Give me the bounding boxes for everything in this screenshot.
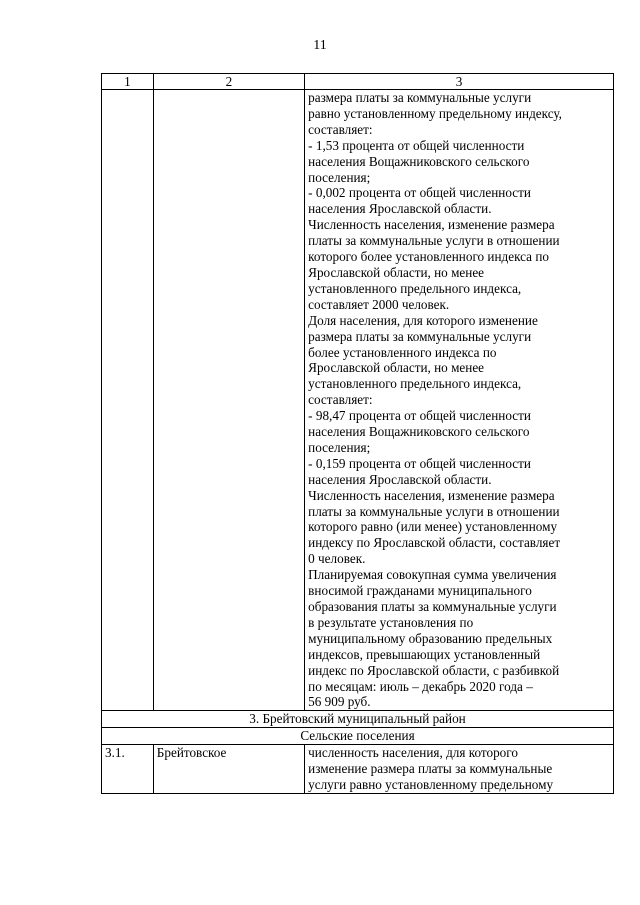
text-line: Доля населения, для которого изменение bbox=[308, 312, 538, 328]
text-line: - 0,159 процента от общей численности bbox=[308, 455, 531, 471]
text-line: населения Вощажниковского сельского bbox=[308, 153, 530, 169]
text-line: индексов, превышающих установленный bbox=[308, 646, 541, 662]
text-line: индекс по Ярославской области, с разбивкой bbox=[308, 662, 560, 678]
text-line: Численность населения, изменение размера bbox=[308, 217, 555, 233]
table-row bbox=[102, 745, 614, 794]
column-header-3: 3 bbox=[305, 74, 614, 90]
text-line: - 98,47 процента от общей численности bbox=[308, 408, 531, 424]
text-line: в результате установления по bbox=[308, 614, 474, 630]
text-line: вносимой гражданами муниципального bbox=[308, 583, 532, 599]
text-line: размера платы за коммунальные услуги bbox=[308, 90, 532, 105]
text-line: составляет 2000 человек. bbox=[308, 296, 450, 312]
text-line: составляет: bbox=[308, 121, 373, 137]
text-line: размера платы за коммунальные услуги bbox=[308, 328, 532, 344]
text-line: населения Вощажниковского сельского bbox=[308, 424, 530, 440]
row-number-cell bbox=[102, 90, 154, 711]
section-row-district bbox=[102, 711, 614, 728]
text-line: Ярославской области, но менее bbox=[308, 360, 485, 376]
text-line: которого равно (или менее) установленному bbox=[308, 519, 558, 535]
description-cell bbox=[305, 90, 614, 711]
text-line: услуги равно установленному предельному bbox=[308, 777, 554, 793]
text-line: - 0,002 процента от общей численности bbox=[308, 185, 531, 201]
text-line: по месяцам: июль – декабрь 2020 года – bbox=[308, 678, 533, 694]
text-line: составляет: bbox=[308, 392, 373, 408]
page-number: 11 bbox=[313, 38, 327, 53]
column-header-1: 1 bbox=[102, 74, 154, 90]
text-line: равно установленному предельному индексу, bbox=[308, 105, 562, 121]
settlement-cell bbox=[153, 90, 304, 711]
table-row bbox=[102, 90, 614, 711]
section-row-rural bbox=[102, 728, 614, 745]
text-line: Планируемая совокупная сумма увеличения bbox=[308, 567, 557, 583]
description-cell bbox=[305, 745, 614, 794]
text-line: Численность населения, изменение размера bbox=[308, 487, 555, 503]
text-line: Ярославской области, но менее bbox=[308, 264, 485, 280]
text-line: - 1,53 процента от общей численности bbox=[308, 137, 525, 153]
text-line: 0 человек. bbox=[308, 551, 366, 567]
text-line: 56 909 руб. bbox=[308, 694, 371, 710]
text-line: муниципальному образованию предельных bbox=[308, 630, 553, 646]
text-line: которого более установленного индекса по bbox=[308, 249, 549, 265]
text-line: более установленного индекса по bbox=[308, 344, 497, 360]
row-number-cell: 3.1. bbox=[102, 745, 154, 794]
tariff-table bbox=[101, 73, 614, 794]
text-line: поселения; bbox=[308, 169, 371, 185]
section-title-district: 3. Брейтовский муниципальный район bbox=[102, 711, 614, 728]
text-line: поселения; bbox=[308, 439, 371, 455]
settlement-cell: Брейтовское bbox=[153, 745, 304, 794]
text-line: численность населения, для которого bbox=[308, 745, 518, 761]
text-line: установленного предельного индекса, bbox=[308, 376, 522, 392]
text-line: образования платы за коммунальные услуги bbox=[308, 599, 557, 614]
column-header-2: 2 bbox=[153, 74, 304, 90]
text-line: индексу по Ярославской области, составляет bbox=[308, 535, 561, 551]
text-line: установленного предельного индекса, bbox=[308, 280, 522, 296]
table-header-row bbox=[102, 74, 614, 90]
section-title-rural: Сельские поселения bbox=[102, 728, 614, 745]
text-line: платы за коммунальные услуги в отношении bbox=[308, 233, 560, 249]
text-line: населения Ярославской области. bbox=[308, 471, 492, 487]
text-line: населения Ярославской области. bbox=[308, 201, 492, 217]
text-line: платы за коммунальные услуги в отношении bbox=[308, 503, 560, 519]
text-line: изменение размера платы за коммунальные bbox=[308, 761, 553, 777]
